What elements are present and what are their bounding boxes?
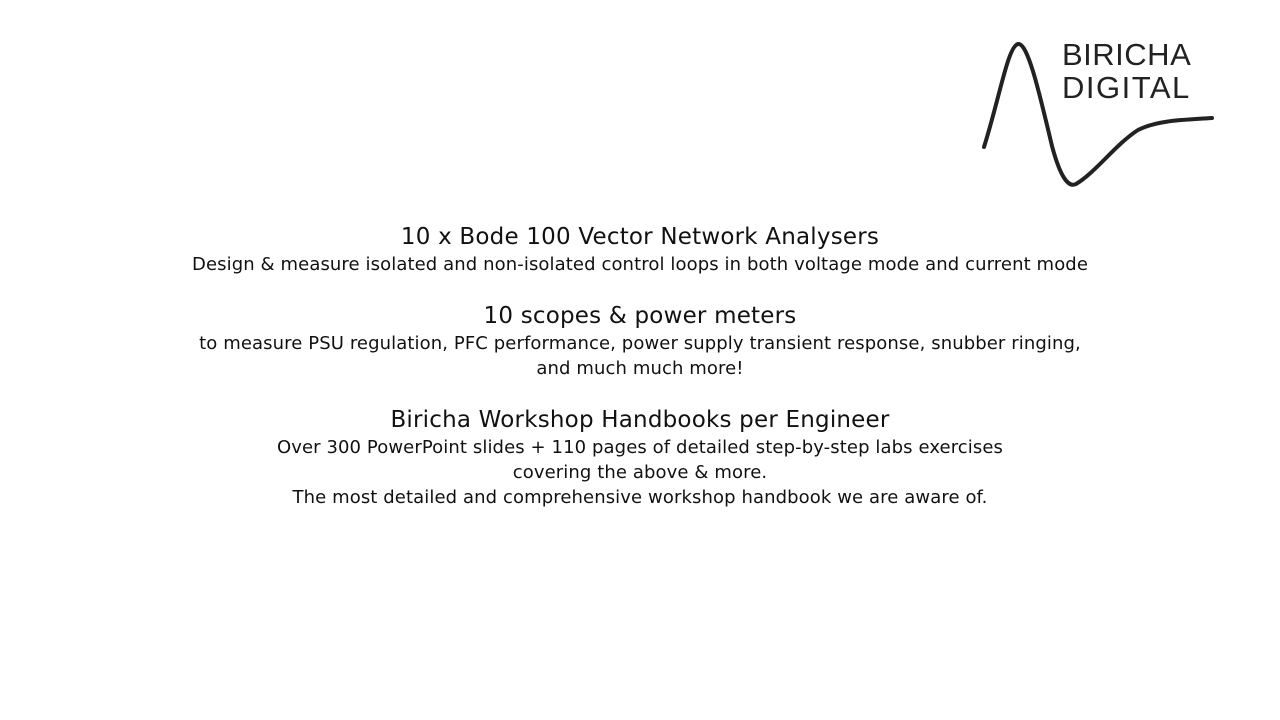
section-text-line: The most detailed and comprehensive workshop handbook we are aware of. [292, 487, 988, 508]
section-text-line: and much much more! [536, 358, 744, 379]
slide-content [0, 222, 1280, 510]
logo-line-biricha: BIRICHA [1062, 37, 1192, 72]
section-bode-analysers [0, 222, 1280, 277]
section-heading: 10 scopes & power meters [483, 303, 797, 329]
logo-line-digital: DIGITAL [1062, 70, 1191, 105]
section-workshop-handbooks [0, 405, 1280, 510]
section-text-line: Design & measure isolated and non-isolated control loops in both voltage mode and current mode [191, 254, 1089, 275]
section-heading: Biricha Workshop Handbooks per Engineer [390, 407, 890, 433]
section-text-line: covering the above & more. [512, 462, 768, 483]
biricha-digital-logo [978, 36, 1218, 196]
section-scopes-power-meters [0, 301, 1280, 381]
section-text-line: to measure PSU regulation, PFC performance, power supply transient response, snubber ringing, [199, 333, 1081, 354]
section-heading: 10 x Bode 100 Vector Network Analysers [400, 224, 880, 250]
section-text-line: Over 300 PowerPoint slides + 110 pages of detailed step-by-step labs exercises [276, 437, 1004, 458]
logo-wordmark [1062, 38, 1191, 104]
